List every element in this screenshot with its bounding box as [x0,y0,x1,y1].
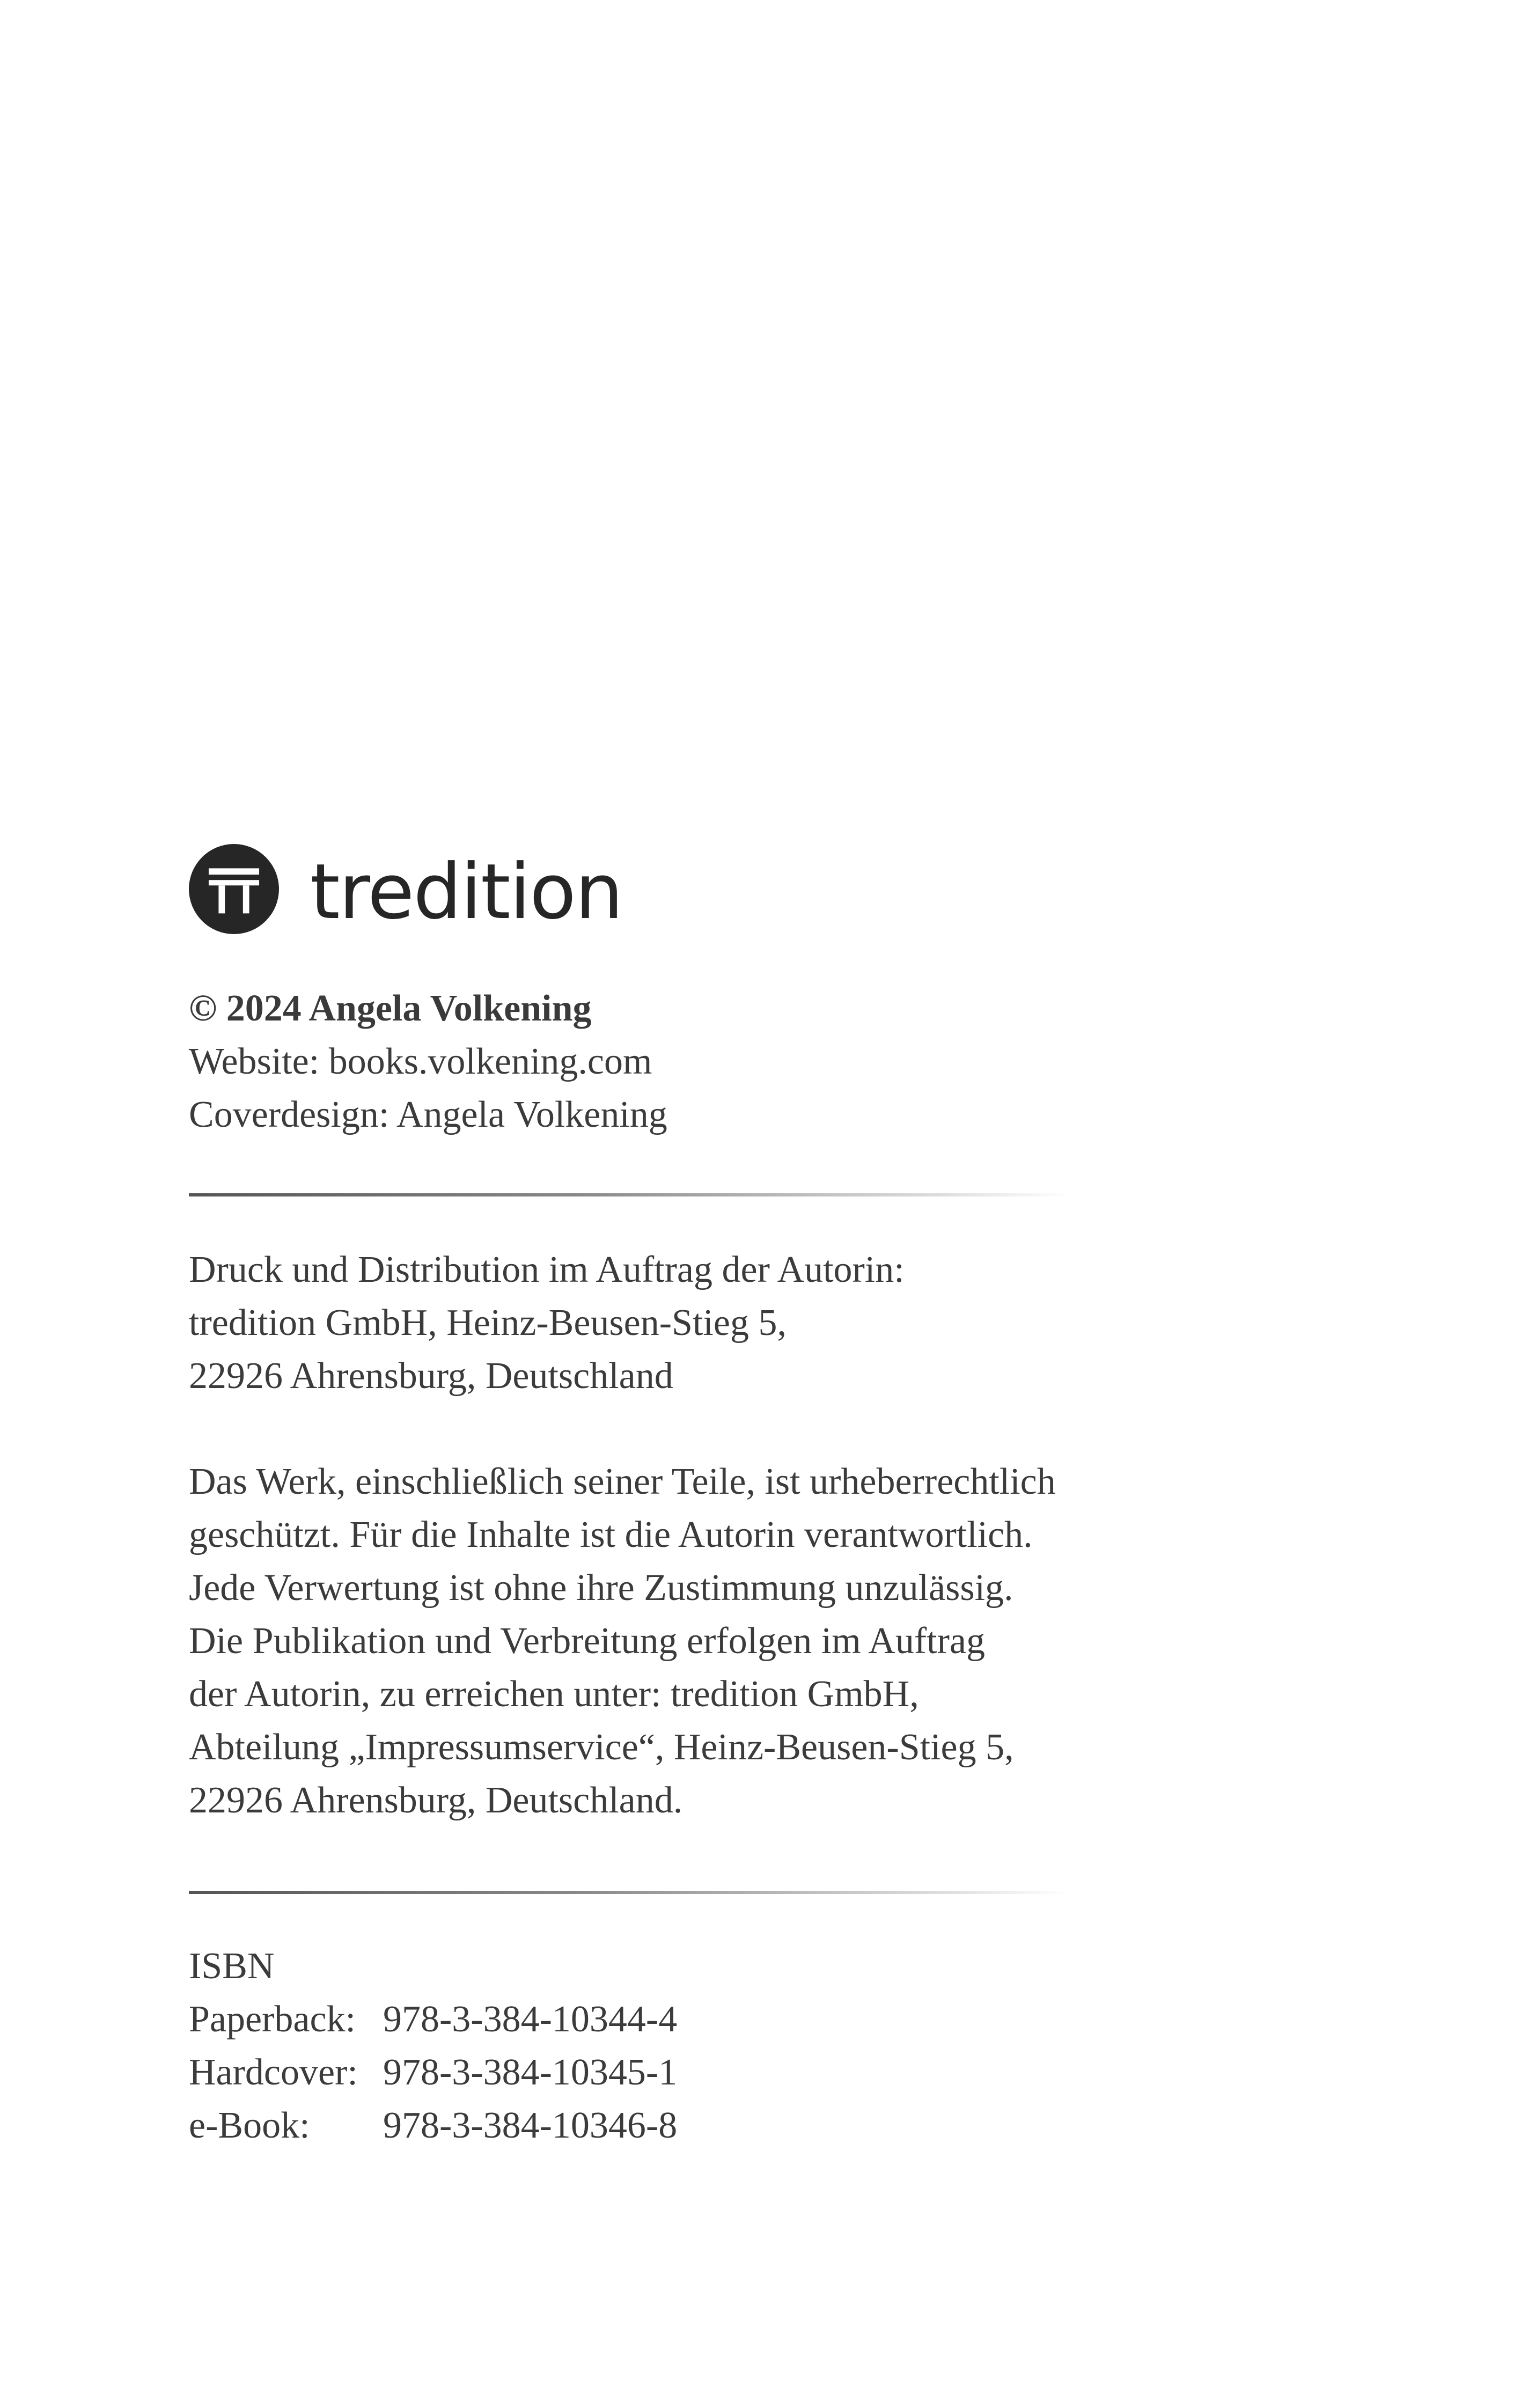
legal-line: Jede Verwertung ist ohne ihre Zustimmung unzulässig. [189,1567,1013,1609]
distribution-block [189,1243,905,1403]
legal-line: der Autorin, zu erreichen unter: tredition GmbH, [189,1673,919,1715]
distribution-line: Druck und Distribution im Auftrag der Autorin: [189,1249,905,1290]
isbn-row-paperback [189,1993,677,2046]
website-line: Website: books.volkening.com [189,1041,652,1082]
copyright-block [189,982,667,1141]
isbn-label: e-Book: [189,2105,310,2146]
isbn-row-hardcover [189,2046,677,2099]
isbn-number: 978-3-384-10344-4 [383,1999,678,2040]
coverdesign-line: Coverdesign: Angela Volkening [189,1094,667,1135]
isbn-label: Hardcover: [189,2052,358,2093]
distribution-line: 22926 Ahrensburg, Deutschland [189,1355,673,1397]
legal-line: geschützt. Für die Inhalte ist die Autorin verantwortlich. [189,1514,1033,1555]
legal-line: Abteilung „Impressumservice“, Heinz-Beusen-Stieg 5, [189,1727,1014,1768]
isbn-block [189,1940,677,2152]
isbn-heading: ISBN [189,1946,275,1987]
isbn-label: Paperback: [189,1999,356,2040]
divider-bottom [189,1891,1069,1894]
legal-line: Die Publikation und Verbreitung erfolgen im Auftrag [189,1620,985,1662]
legal-notice-block [189,1455,1056,1827]
legal-line: Das Werk, einschließlich seiner Teile, ist urheberrechtlich [189,1461,1056,1502]
copyright-line: © 2024 Angela Volkening [189,988,592,1029]
divider-top [189,1193,1069,1196]
distribution-line: tredition GmbH, Heinz-Beusen-Stieg 5, [189,1302,787,1344]
isbn-number: 978-3-384-10346-8 [383,2105,678,2146]
isbn-number: 978-3-384-10345-1 [383,2052,678,2093]
tredition-t-logo-icon [189,844,279,934]
legal-line: 22926 Ahrensburg, Deutschland. [189,1780,683,1821]
publisher-wordmark: tredition [310,848,622,936]
publisher-logo [189,843,622,935]
isbn-row-ebook [189,2099,677,2152]
